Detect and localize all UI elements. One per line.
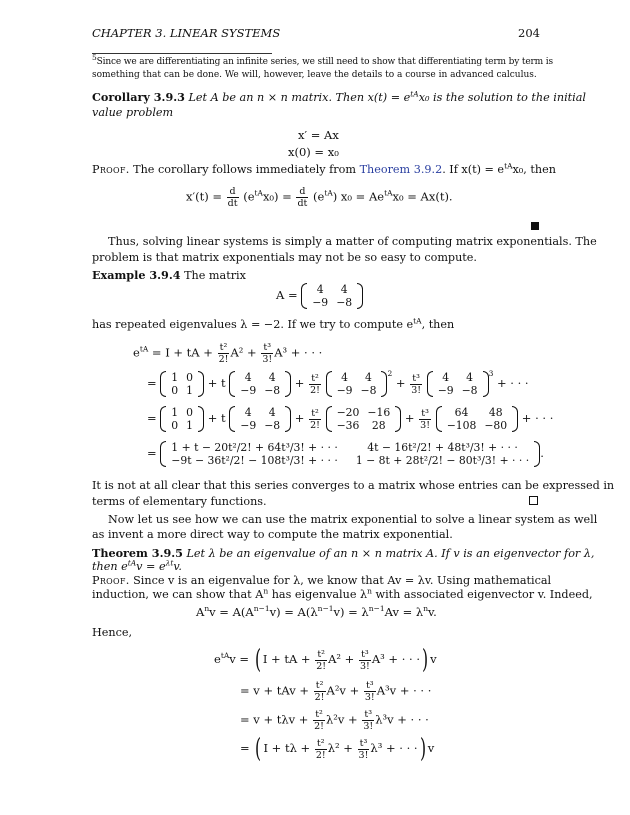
frac-den: dt <box>227 198 238 209</box>
qed-filled-icon <box>531 222 539 230</box>
deriv-term: λ³ + · · · <box>370 741 418 755</box>
eq-part: Av = λ <box>384 605 424 619</box>
A-label: A = <box>276 288 298 302</box>
deriv-term: A²v + <box>326 683 360 698</box>
proof1-line <box>92 163 556 176</box>
cell: −8 <box>336 296 353 309</box>
eq-sup: n−1 <box>253 604 270 614</box>
thus-line-1: Thus, solving linear systems is simply a matter of computing matrix exponentials. The <box>108 235 597 248</box>
example-line <box>92 268 246 282</box>
cell: 4 <box>365 371 372 384</box>
identity-matrix <box>160 406 204 432</box>
series-line-1 <box>133 342 322 365</box>
theorem-text-1: Let λ be an eigenvalue of an n × n matrix A. If v is an eigenvector for λ, <box>186 547 595 560</box>
proof1-derivative-eq <box>186 186 453 209</box>
page-number: 204 <box>518 26 540 40</box>
A3-term: A³ + · · · <box>274 345 323 360</box>
frac-num: t³ <box>410 373 422 385</box>
square-exponent: 2 <box>387 369 393 379</box>
frac-den: 3! <box>420 419 431 431</box>
eigen-line <box>92 318 454 331</box>
proof2-text-2-end: with associated eigenvector v. Indeed, <box>371 588 593 601</box>
t3-over-6-fraction <box>364 680 376 703</box>
eigen-text-a: has repeated eigenvalues λ = −2. If we try to compute e <box>92 318 414 331</box>
cell: 4 <box>316 283 324 296</box>
A2-term: A² + <box>230 345 257 360</box>
eq-sup: n <box>423 604 429 614</box>
cell: 0 <box>186 406 194 419</box>
corollary-sup: tA <box>410 89 419 99</box>
cell: 1 + t − 20t²/2! + 64t³/3! + · · · <box>171 441 338 454</box>
proof1-sup: tA <box>504 161 513 171</box>
series-line-2 <box>147 371 529 397</box>
frac-den: 3! <box>262 354 273 365</box>
theorem-text-2: then e <box>92 560 128 573</box>
theorem-text-2-end: v. <box>173 560 182 573</box>
corollary-line-2: value problem <box>92 106 174 119</box>
period: . <box>540 446 544 460</box>
proof1-eq-m1-end: x₀) = <box>262 189 292 204</box>
proof2-sup-1: n <box>263 586 269 596</box>
eq-part: v) = λ <box>333 605 369 619</box>
open-paren: ( <box>254 645 261 675</box>
frac-den: dt <box>297 198 308 209</box>
cell: 4 <box>340 283 348 296</box>
deriv-term: v <box>430 652 437 666</box>
proof2-line-1 <box>92 574 551 587</box>
proof2-text-2: induction, we can show that A <box>92 588 264 601</box>
cell: 4t − 16t²/2! + 48t³/3! + · · · <box>367 441 518 454</box>
proof2-label: Proof. <box>92 574 130 587</box>
identity-matrix <box>160 371 204 397</box>
deriv-term: = v + tAv + <box>240 683 309 698</box>
conclusion-line-1: It is not at all clear that this series converges to a matrix whose entries can be expressed in <box>92 479 615 492</box>
cell: −8 <box>264 384 281 397</box>
theorem-label: Theorem 3.9.5 <box>92 546 183 560</box>
trailing-dots: + · · · <box>521 411 554 425</box>
cell: −9t − 36t²/2! − 108t³/3! + · · · <box>171 454 338 467</box>
induction-equation <box>196 605 437 619</box>
t2-over-2-fraction <box>218 342 230 365</box>
t3-over-6-fraction <box>358 738 370 761</box>
deriv-lhs: e <box>214 652 221 666</box>
eq-part: v = A(A <box>209 605 254 619</box>
proof1-eq-m1: (e <box>243 189 255 204</box>
proof2-sup-2: n <box>367 586 372 596</box>
theorem-text-2-mid: v = e <box>136 560 166 573</box>
proof1-eq-m2-end: ) x₀ = Ae <box>332 189 385 204</box>
deriv-term: I + tλ + <box>263 741 311 755</box>
cell: 1 <box>171 406 179 419</box>
close-paren: ) <box>422 645 429 675</box>
cell: −9 <box>437 384 454 397</box>
qed-open-icon <box>529 496 538 505</box>
deriv-term: λ² + <box>327 741 353 755</box>
plus-t: + t <box>207 376 226 390</box>
t3-over-6-fraction <box>410 373 422 396</box>
matrix-A-squared-power <box>326 371 388 397</box>
footnote-rule <box>92 53 272 54</box>
frac-den: 2! <box>315 749 326 761</box>
frac-den: 3! <box>359 660 370 672</box>
plus-sign: + <box>294 376 305 390</box>
frac-num: t² <box>309 408 321 420</box>
eq-sign: = <box>147 411 157 425</box>
deriv-term: A² + <box>328 652 355 666</box>
deriv-term: v <box>427 741 435 755</box>
d-dt-fraction-1 <box>227 186 239 209</box>
cell: −108 <box>446 419 477 432</box>
frac-den: 2! <box>314 692 325 703</box>
thus-line-2: problem is that matrix exponentials may not be so easy to compute. <box>92 251 477 264</box>
t3-over-6-fraction <box>261 342 273 365</box>
example-intro: The matrix <box>184 269 246 282</box>
eq-sup: n <box>204 604 210 614</box>
t2-over-2-fraction <box>315 738 327 761</box>
frac-num: t² <box>315 738 327 750</box>
t2-over-2-fraction <box>314 680 326 703</box>
series-line-4 <box>147 441 544 467</box>
cell: 0 <box>171 419 179 432</box>
cell: 4 <box>268 406 276 419</box>
proof1-text-b: . If x(t) = e <box>442 163 505 176</box>
cell: 28 <box>371 419 386 432</box>
proof1-eq-end-sup: tA <box>384 188 393 198</box>
cell: −9 <box>336 384 353 397</box>
cell: −20 <box>336 406 360 419</box>
eq-part: A <box>196 605 205 619</box>
cell: 0 <box>171 384 179 397</box>
cell: −80 <box>484 419 508 432</box>
frac-den: 3! <box>411 384 422 396</box>
frac-den: 2! <box>310 419 320 431</box>
derivation-line-2 <box>240 680 431 703</box>
footnote-text-1: Since we are differentiating an infinite series, we still need to show that differentiating term by term is <box>96 57 553 67</box>
matrix-A-term <box>229 371 291 397</box>
proof2-text-2-mid: has eigenvalue λ <box>268 588 368 601</box>
cell: −9 <box>240 419 257 432</box>
corollary-eq-2: x(0) = x₀ <box>288 145 339 159</box>
deriv-lhs-sup: tA <box>220 651 230 661</box>
eq-part: v. <box>428 605 437 619</box>
cell: −9 <box>240 384 257 397</box>
now-line-1: Now let us see how we can use the matrix exponential to solve a linear system as well <box>108 513 598 526</box>
t3-over-6-fraction <box>362 709 374 732</box>
plus-t: + t <box>207 411 226 425</box>
footnote-marker: 5 <box>92 53 97 62</box>
cell: 4 <box>244 371 252 384</box>
theorem-sup-1: tA <box>127 558 137 568</box>
frac-num: t³ <box>419 408 431 420</box>
frac-num: d <box>227 186 239 198</box>
cell: 1 <box>186 384 194 397</box>
proof1-label: Proof. <box>92 163 130 176</box>
corollary-label: Corollary 3.9.3 <box>92 90 185 104</box>
conclusion-line-2: terms of elementary functions. <box>92 495 267 508</box>
frac-num: t² <box>313 709 325 721</box>
cell: 4 <box>442 371 450 384</box>
derivation-line-3 <box>240 709 429 732</box>
proof1-eq-m1-sup: tA <box>254 188 263 198</box>
cell: 48 <box>488 406 503 419</box>
example-label: Example 3.9.4 <box>92 268 181 282</box>
proof2-line-2 <box>92 588 593 601</box>
frac-num: t³ <box>364 680 376 692</box>
d-dt-fraction-2 <box>296 186 308 209</box>
cell: −16 <box>367 406 391 419</box>
cell: 4 <box>268 371 276 384</box>
matrix-A-squared <box>326 406 402 432</box>
matrix-A-cubed-power <box>427 371 489 397</box>
frac-num: t³ <box>358 738 370 750</box>
proof1-text-a: The corollary follows immediately from <box>133 163 356 176</box>
theorem-sup-2: λt <box>165 558 174 568</box>
matrix-A-definition <box>276 283 363 309</box>
cell: 1 <box>186 419 194 432</box>
series-lhs-sup: tA <box>139 344 149 354</box>
deriv-term: = v + tλv + <box>240 712 309 727</box>
deriv-term: λ³v + · · · <box>375 712 429 727</box>
series-line-3 <box>147 406 553 432</box>
eigen-text-b: , then <box>421 318 455 331</box>
cell: 4 <box>466 371 474 384</box>
proof1-text-b-end: x₀, then <box>512 163 556 176</box>
frac-num: t² <box>218 342 230 354</box>
eq-sign: = <box>240 741 250 755</box>
eigen-sup: tA <box>413 316 422 326</box>
cell: 1 − 8t + 28t²/2! − 80t³/3! + · · · <box>355 454 530 467</box>
cell: 0 <box>186 371 194 384</box>
frac-num: t³ <box>362 709 374 721</box>
cube-exponent: 3 <box>488 369 494 379</box>
t3-over-6-fraction <box>419 408 431 431</box>
frac-den: 2! <box>316 660 327 672</box>
t2-over-2-fraction <box>309 373 321 396</box>
t2-over-2-fraction <box>313 709 325 732</box>
hence-label: Hence, <box>92 626 133 639</box>
eq-sup: n−1 <box>368 604 385 614</box>
footnote-line-1 <box>92 53 553 67</box>
now-line-2: as invent a more direct way to compute the matrix exponential. <box>92 528 453 541</box>
footnote-line-2: something that can be done. We will, however, leave the details to a course in advanced calculus. <box>92 70 537 80</box>
frac-num: t³ <box>359 649 371 661</box>
frac-num: t² <box>314 680 326 692</box>
cell: −9 <box>312 296 329 309</box>
open-paren: ( <box>255 734 262 764</box>
close-paren: ) <box>419 734 426 764</box>
frac-den: 2! <box>218 354 229 365</box>
matrix-A-cubed <box>436 406 518 432</box>
corollary-line-1 <box>92 90 586 104</box>
eq-part: v) = A(λ <box>269 605 318 619</box>
eq-sign: = <box>147 376 157 390</box>
frac-den: 3! <box>363 721 374 732</box>
frac-num: t³ <box>261 342 273 354</box>
proof1-eq-m2: (e <box>313 189 325 204</box>
frac-den: 2! <box>314 721 324 732</box>
proof2-text-1: Since v is an eigenvalue for λ, we know that Av = λv. Using mathematical <box>133 574 552 587</box>
series-result-matrix <box>160 441 540 467</box>
cell: 1 <box>171 371 179 384</box>
series-rhs: = I + tA + <box>151 345 213 360</box>
theorem-3-9-2-link[interactable]: Theorem 3.9.2 <box>359 163 443 176</box>
cell: −8 <box>264 419 281 432</box>
proof1-eq-m2-sup: tA <box>324 188 333 198</box>
eq-sign: = <box>147 446 157 460</box>
cell: 4 <box>244 406 252 419</box>
t2-over-2-fraction <box>315 649 327 672</box>
frac-num: d <box>296 186 308 198</box>
theorem-line-2 <box>92 560 182 573</box>
proof1-eq-lhs: x′(t) = <box>186 189 222 204</box>
cell: −8 <box>360 384 377 397</box>
matrix-A <box>301 283 363 309</box>
proof1-eq-end: x₀ = Ax(t). <box>392 189 453 204</box>
running-title: CHAPTER 3. LINEAR SYSTEMS <box>92 26 281 40</box>
frac-num: t² <box>309 373 321 385</box>
plus-sign: + <box>395 376 406 390</box>
deriv-term: A³ + · · · <box>371 652 420 666</box>
deriv-lhs-end: v = <box>229 652 250 666</box>
frac-den: 3! <box>358 749 369 761</box>
corollary-text-1: Let A be an n × n matrix. Then x(t) = e <box>188 91 411 104</box>
trailing-dots: + · · · <box>497 376 529 390</box>
eq-sup: n−1 <box>317 604 334 614</box>
frac-den: 2! <box>310 384 320 396</box>
frac-den: 3! <box>364 692 375 703</box>
deriv-term: λ²v + <box>325 712 358 727</box>
cell: −8 <box>461 384 478 397</box>
frac-num: t² <box>315 649 327 661</box>
plus-sign: + <box>404 411 415 425</box>
cell: 64 <box>454 406 469 419</box>
t2-over-2-fraction <box>309 408 321 431</box>
deriv-term: A³v + · · · <box>376 683 432 698</box>
t3-over-6-fraction <box>359 649 371 672</box>
plus-sign: + <box>294 411 305 425</box>
series-lhs: e <box>133 345 140 360</box>
corollary-eq-1: x′ = Ax <box>298 128 339 142</box>
matrix-A-term <box>229 406 291 432</box>
cell: 4 <box>341 371 348 384</box>
cell: −36 <box>336 419 360 432</box>
derivation-line-4 <box>240 736 434 762</box>
deriv-term: I + tA + <box>262 652 311 666</box>
corollary-text-1-end: x₀ is the solution to the initial <box>418 91 586 104</box>
derivation-line-1 <box>214 647 437 673</box>
